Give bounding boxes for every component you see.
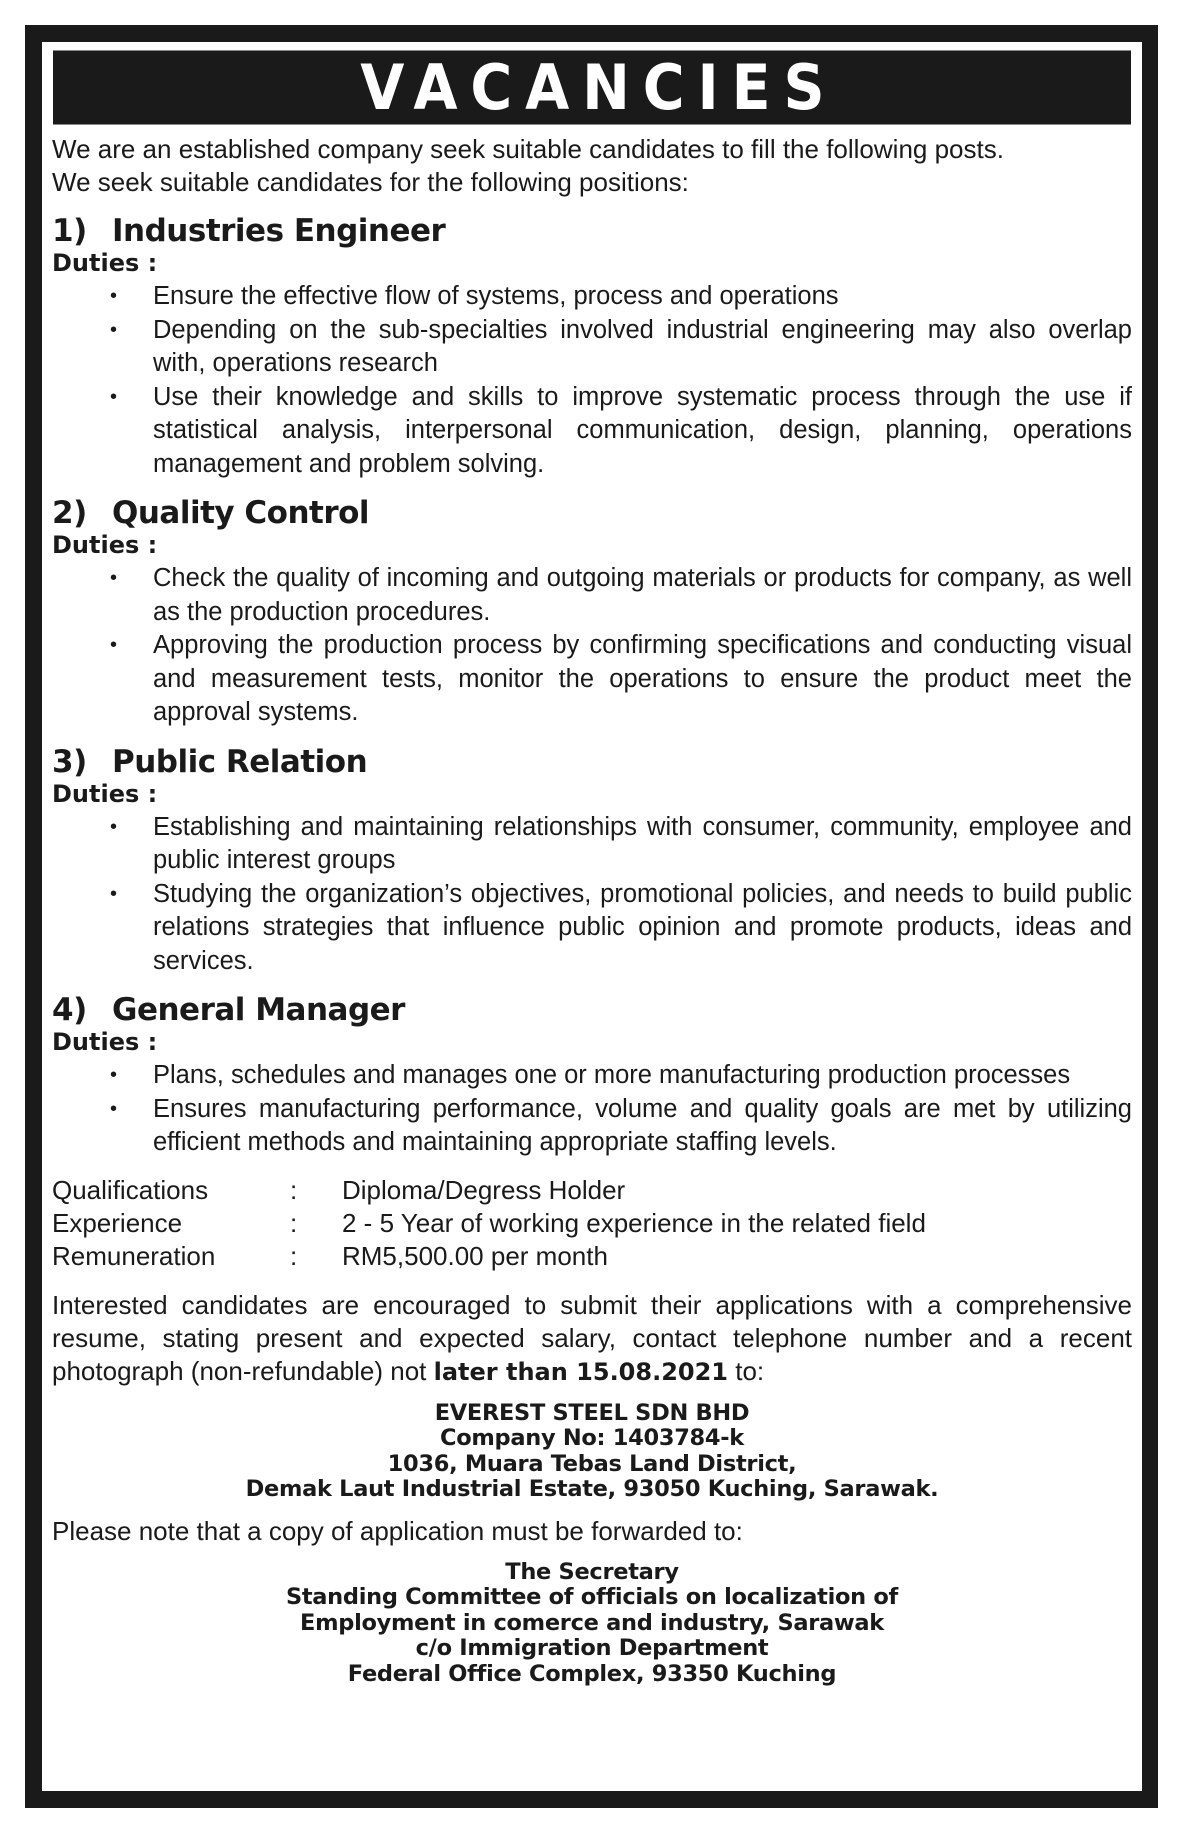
requirement-value: Diploma/Degress Holder [342, 1174, 626, 1205]
duty-item [52, 1093, 1132, 1160]
duty-item [52, 811, 1132, 878]
bullet-icon: • [110, 882, 118, 905]
duties-list [52, 562, 1132, 730]
bullet-icon: • [110, 385, 118, 408]
advertisement-body [52, 133, 1132, 1687]
requirements-table [52, 1174, 1132, 1273]
position-heading [52, 212, 1132, 250]
duty-text: Approving the production process by confirming specifications and conducting visual and measurement tests, monitor the operations to ensure the product meet the approval systems. [153, 631, 1132, 726]
bullet-icon: • [110, 815, 118, 838]
position-section [52, 991, 1132, 1160]
requirement-label: Qualifications [52, 1174, 209, 1205]
intro-line: We are an established company seek suitable candidates to fill the following posts. [52, 134, 1004, 164]
position-number: 4) [52, 992, 87, 1028]
company-address [52, 1401, 1132, 1503]
intro [52, 133, 1132, 199]
position-title: Public Relation [112, 743, 368, 780]
address-line: Employment in comerce and industry, Sarawak [300, 1609, 884, 1636]
position-section [52, 494, 1132, 730]
duty-item [52, 878, 1132, 979]
bullet-icon: • [110, 1097, 118, 1120]
requirement-colon: : [290, 1207, 298, 1238]
duty-text: Depending on the sub-specialties involved industrial engineering may also overlap with, operations research [153, 315, 1132, 377]
duties-label: Duties : [52, 1028, 158, 1056]
bullet-icon: • [110, 634, 118, 656]
intro-line: We seek suitable candidates for the following positions: [52, 167, 689, 197]
application-text: Interested candidates are encouraged to submit their applications with a comprehensive resume, stating present and expected salary, contact telephone number and a recent photograph (non-refundable) not [52, 1289, 1132, 1386]
duty-text: Plans, schedules and manages one or more manufacturing production processes [153, 1061, 1071, 1089]
duties-label: Duties : [52, 531, 158, 559]
position-number: 1) [52, 213, 87, 249]
duty-text: Ensure the effective flow of systems, process and operations [153, 282, 839, 310]
position-title: Industries Engineer [112, 213, 446, 249]
duty-item [52, 1059, 1132, 1093]
bullet-icon: • [110, 567, 118, 589]
secretary-address [52, 1560, 1132, 1688]
bullet-icon: • [110, 318, 118, 341]
duties-list [52, 811, 1132, 979]
requirement-label: Remuneration [52, 1240, 216, 1271]
duty-text: Studying the organization’s objectives, promotional policies, and needs to build public relations strategies that influence public opinion and promote products, ideas and services. [153, 879, 1132, 975]
forward-note: Please note that a copy of application must be forwarded to: [52, 1515, 743, 1546]
duty-item [52, 280, 1132, 314]
address-line: Federal Office Complex, 93350 Kuching [347, 1660, 837, 1687]
duty-text: Check the quality of incoming and outgoing materials or products for company, as well as the production procedures. [153, 564, 1132, 626]
address-line: 1036, Muara Tebas Land District, [387, 1450, 797, 1477]
application-instructions [52, 1289, 1132, 1389]
duties-list [52, 1059, 1132, 1160]
duty-item [52, 381, 1132, 482]
position-number: 3) [52, 743, 87, 780]
requirement-row [52, 1240, 1132, 1273]
requirement-colon: : [290, 1240, 298, 1271]
requirement-label: Experience [52, 1207, 183, 1238]
requirement-value: RM5,500.00 per month [342, 1240, 608, 1271]
requirement-colon: : [290, 1174, 298, 1205]
duties-list [52, 280, 1132, 481]
position-heading [52, 743, 1132, 781]
duties-label: Duties : [52, 249, 158, 277]
bullet-icon: • [110, 285, 118, 307]
address-line: c/o Immigration Department [415, 1635, 769, 1661]
duty-text: Ensures manufacturing performance, volume and quality goals are met by utilizing efficient methods and maintaining appropriate staffing levels. [153, 1094, 1132, 1156]
requirement-row [52, 1207, 1132, 1240]
position-section [52, 743, 1132, 979]
position-section [52, 212, 1132, 481]
company-name: EVEREST STEEL SDN BHD [434, 1399, 750, 1426]
page-title: VACANCIES [359, 50, 838, 124]
application-deadline: later than 15.08.2021 [433, 1357, 728, 1386]
duty-item [52, 562, 1132, 629]
title-banner [53, 50, 1131, 125]
address-line: Demak Laut Industrial Estate, 93050 Kuching, Sarawak. [245, 1476, 939, 1502]
address-line: Standing Committee of officials on localization of [285, 1584, 899, 1610]
duty-item [52, 629, 1132, 730]
position-title: General Manager [112, 992, 405, 1028]
duties-label: Duties : [52, 779, 158, 808]
requirement-row [52, 1174, 1132, 1207]
duty-item [52, 314, 1132, 381]
position-number: 2) [52, 495, 87, 531]
bullet-icon: • [110, 1064, 118, 1086]
position-title: Quality Control [112, 495, 370, 531]
recipient-title: The Secretary [505, 1558, 679, 1585]
position-heading [52, 494, 1132, 532]
requirement-value: 2 - 5 Year of working experience in the related field [342, 1207, 926, 1238]
company-number: Company No: 1403784-k [440, 1425, 744, 1451]
duty-text: Establishing and maintaining relationships with consumer, community, employee and public interest groups [153, 812, 1132, 874]
duty-text: Use their knowledge and skills to improve systematic process through the use if statistical analysis, interpersonal communication, design, planning, operations management and problem solving. [153, 382, 1132, 478]
position-heading [52, 991, 1132, 1029]
application-text-end: to: [728, 1355, 765, 1386]
